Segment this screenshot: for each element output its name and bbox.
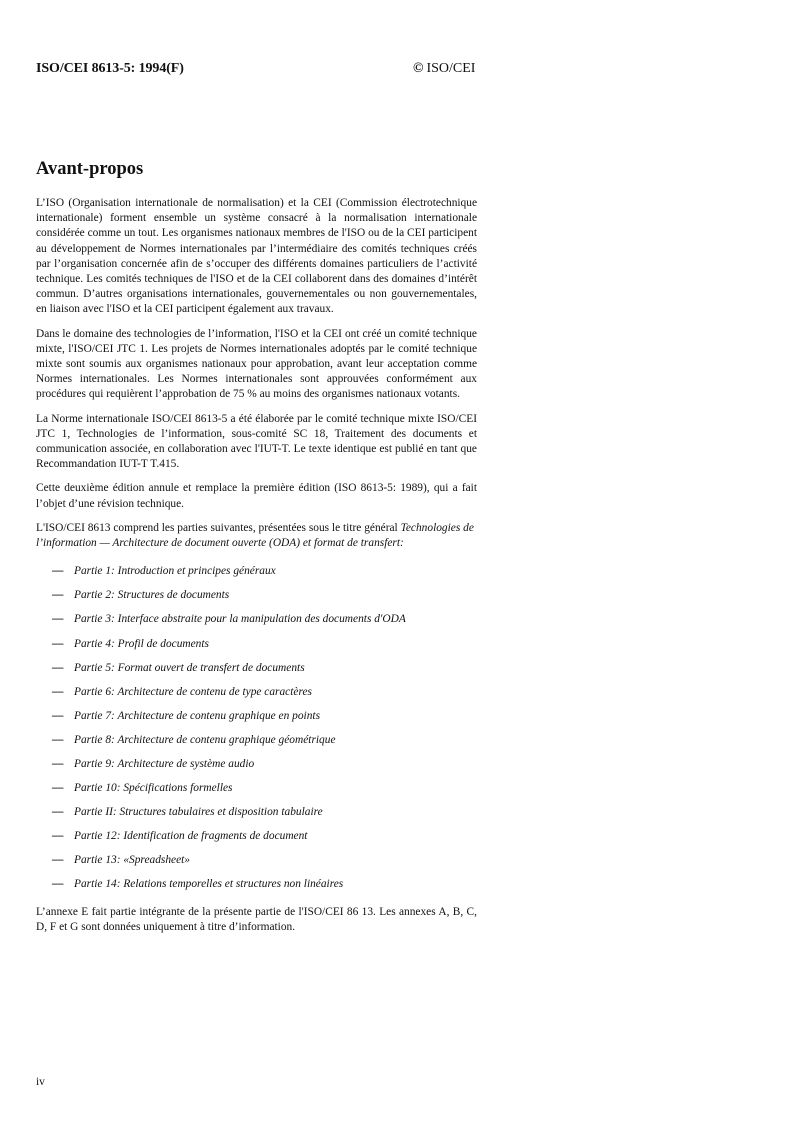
- list-item-text: Partie 6: Architecture de contenu de type caractères: [74, 685, 312, 698]
- list-item: [36, 728, 477, 752]
- list-item-text: Partie 4: Profil de documents: [74, 637, 209, 650]
- list-item: [36, 656, 477, 680]
- list-dash: —: [52, 685, 64, 698]
- paragraph-elaboration: La Norme internationale ISO/CEI 8613-5 a été élaborée par le comité technique mixte ISO/CEI JTC 1, Technologies de l’information, sous-comité SC 18, Traitement des documents et communication associée, en collaboration avec l'IUT-T. Le texte identique est publié en tant que Recommandation IUT-T T.415.: [36, 412, 477, 471]
- document-identifier: ISO/CEI 8613-5: 1994(F): [36, 61, 184, 76]
- list-dash: —: [52, 854, 64, 867]
- list-dash: —: [52, 733, 64, 746]
- list-item-text: Partie 2: Structures de documents: [74, 589, 230, 602]
- list-item-text: Partie 13: «Spreadsheet»: [74, 854, 190, 867]
- paragraph-edition: Cette deuxième édition annule et remplace la première édition (ISO 8613-5: 1989), qui a fait l’objet d’une révision technique.: [36, 482, 477, 510]
- list-item-text: Partie 1: Introduction et principes généraux: [74, 565, 276, 578]
- parts-general-title: Technologies de l’information — Architecture de document ouverte (ODA) et format de transfert:: [36, 521, 474, 550]
- parts-list: [36, 559, 477, 896]
- list-item-text: Partie 8: Architecture de contenu graphique géométrique: [74, 733, 336, 746]
- copyright-notice: [413, 61, 475, 77]
- list-dash: —: [52, 613, 64, 626]
- list-item: [36, 800, 477, 824]
- list-item-text: Partie II: Structures tabulaires et disposition tabulaire: [74, 806, 323, 819]
- list-dash: —: [52, 758, 64, 771]
- page-number: iv: [36, 1076, 45, 1088]
- list-item: [36, 872, 477, 896]
- paragraph-annexes: L’annexe E fait partie intégrante de la présente partie de l'ISO/CEI 86 13. Les annexes A, B, C, D, F et G sont données uniquement à titre d’information.: [36, 905, 477, 933]
- paragraph-parts-intro: [36, 521, 477, 551]
- list-dash: —: [52, 709, 64, 722]
- list-item: [36, 824, 477, 848]
- paragraph-organisations: L’ISO (Organisation internationale de normalisation) et la CEI (Commission électrotechnique internationale) forment ensemble un système consacré à la normalisation internationale considérée comme un tout. Les organismes nationaux membres de l'ISO ou de la CEI participent au développement de Normes internationales par l’intermédiaire des comités techniques créés par l’organisation concernée afin de s’occuper des différents domaines particuliers de l’activité technique. Les comités techniques de l'ISO et de la CEI collaborent dans des domaines d’intérêt commun. D’autres organisations internationales, gouvernementales ou non gouvernementales, en liaison avec l'ISO et la CEI participent également aux travaux.: [36, 197, 477, 316]
- list-dash: —: [52, 661, 64, 674]
- list-dash: —: [52, 565, 64, 578]
- copyright-symbol: ©: [413, 61, 424, 76]
- list-item: [36, 704, 477, 728]
- list-item: [36, 607, 477, 631]
- list-item-text: Partie 14: Relations temporelles et structures non linéaires: [74, 878, 344, 891]
- list-item-text: Partie 3: Interface abstraite pour la manipulation des documents d'ODA: [74, 613, 406, 626]
- list-item-text: Partie 9: Architecture de système audio: [74, 758, 255, 771]
- list-item: [36, 680, 477, 704]
- list-item: [36, 752, 477, 776]
- list-item-text: Partie 7: Architecture de contenu graphique en points: [74, 709, 321, 722]
- list-dash: —: [52, 830, 64, 843]
- list-item-text: Partie 5: Format ouvert de transfert de documents: [74, 661, 305, 674]
- list-item: [36, 559, 477, 583]
- paragraph-jtc1: Dans le domaine des technologies de l’information, l'ISO et la CEI ont créé un comité technique mixte, l'ISO/CEI JTC 1. Les projets de Normes internationales adoptés par le comité technique mixte sont soumis aux organismes nationaux pour approbation, avant leur acceptation comme Normes internationales. Les Normes internationales sont approuvées conformément aux procédures qui requièrent l’approbation de 75 % au moins des organismes nationaux votants.: [36, 327, 477, 401]
- list-item-text: Partie 10: Spécifications formelles: [74, 782, 233, 795]
- list-item: [36, 848, 477, 872]
- list-dash: —: [52, 589, 64, 602]
- list-dash: —: [52, 637, 64, 650]
- list-item: [36, 776, 477, 800]
- list-item: [36, 583, 477, 607]
- list-dash: —: [52, 782, 64, 795]
- page-title: Avant-propos: [36, 159, 144, 179]
- list-dash: —: [52, 806, 64, 819]
- list-item-text: Partie 12: Identification de fragments de document: [74, 830, 308, 843]
- document-body: [36, 196, 477, 944]
- list-dash: —: [52, 878, 64, 891]
- list-item: [36, 632, 477, 656]
- parts-intro-lead: L'ISO/CEI 8613 comprend les parties suivantes, présentées sous le titre général: [36, 521, 398, 534]
- copyright-org: ISO/CEI: [426, 61, 476, 76]
